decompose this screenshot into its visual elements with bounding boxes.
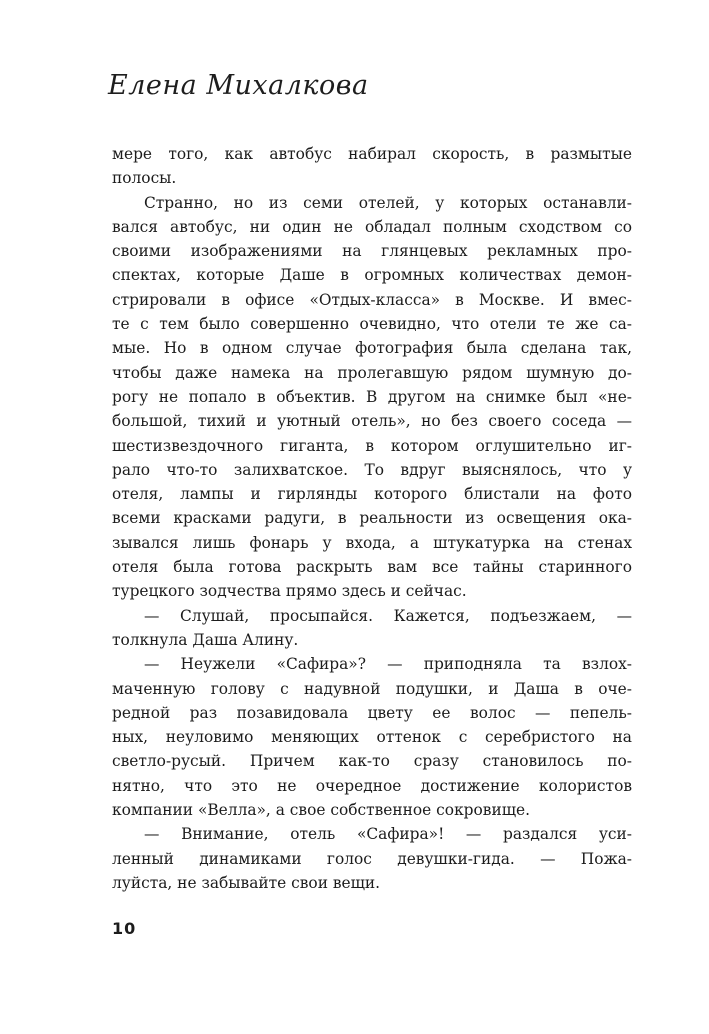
text-line: ных, неуловимо меняющих оттенок с серебристого на bbox=[112, 728, 632, 747]
text-line: мые. Но в одном случае фотография была сделана так, bbox=[112, 339, 632, 358]
text-line: отеля была готова раскрыть вам все тайны старинного bbox=[112, 558, 632, 577]
text-line: — Внимание, отель «Сафира»! — раздался уси- bbox=[144, 825, 632, 844]
text-line: чтобы даже намека на пролегавшую рядом шумную до- bbox=[112, 363, 632, 382]
body-text bbox=[112, 142, 632, 895]
text-line: рогу не попало в объектив. В другом на снимке был «не- bbox=[112, 387, 632, 406]
text-line: — Неужели «Сафира»? — приподняла та взлох- bbox=[144, 655, 632, 674]
text-line: спектах, которые Даше в огромных количествах демон- bbox=[112, 266, 632, 285]
text-line: Странно, но из семи отелей, у которых останавли- bbox=[144, 193, 632, 212]
text-line: турецкого зодчества прямо здесь и сейчас. bbox=[112, 582, 467, 601]
text-line: стрировали в офисе «Отдых-класса» в Москве. И вмес- bbox=[112, 290, 632, 309]
text-line: мере того, как автобус набирал скорость, в размытые bbox=[112, 145, 632, 163]
author-header: Елена Михалкова bbox=[108, 70, 369, 101]
text-line: те с тем было совершенно очевидно, что отели те же са- bbox=[112, 315, 632, 334]
text-line: — Слушай, просыпайся. Кажется, подъезжаем, — bbox=[144, 606, 632, 625]
text-line: нятно, что это не очередное достижение колористов bbox=[112, 776, 632, 795]
text-line: светло-русый. Причем как-то сразу становилось по- bbox=[112, 752, 632, 771]
page-number: 10 bbox=[112, 919, 137, 938]
text-line: шестизвездочного гиганта, в котором оглушительно иг- bbox=[112, 436, 632, 455]
text-line: редной раз позавидовала цвету ее волос — пепель- bbox=[112, 703, 632, 722]
text-line: луйста, не забывайте свои вещи. bbox=[112, 873, 381, 892]
text-line: своими изображениями на глянцевых рекламных про- bbox=[112, 242, 632, 261]
text-line: компании «Велла», а свое собственное сокровище. bbox=[112, 801, 531, 820]
text-line: ленный динамиками голос девушки-гида. — Пожа- bbox=[112, 849, 632, 868]
text-line: всеми красками радуги, в реальности из освещения ока- bbox=[112, 509, 632, 528]
text-line: вался автобус, ни один не обладал полным сходством со bbox=[112, 217, 632, 236]
text-line: маченную голову с надувной подушки, и Даша в оче- bbox=[112, 679, 632, 698]
text-line: толкнула Даша Алину. bbox=[112, 630, 299, 649]
text-line: рало что-то залихватское. То вдруг выяснялось, что у bbox=[112, 460, 632, 479]
text-line: полосы. bbox=[112, 169, 177, 188]
text-line: зывался лишь фонарь у входа, а штукатурка на стенах bbox=[112, 533, 632, 552]
text-line: большой, тихий и уютный отель», но без своего соседа — bbox=[112, 412, 632, 431]
text-line: отеля, лампы и гирлянды которого блистали на фото bbox=[112, 485, 632, 504]
